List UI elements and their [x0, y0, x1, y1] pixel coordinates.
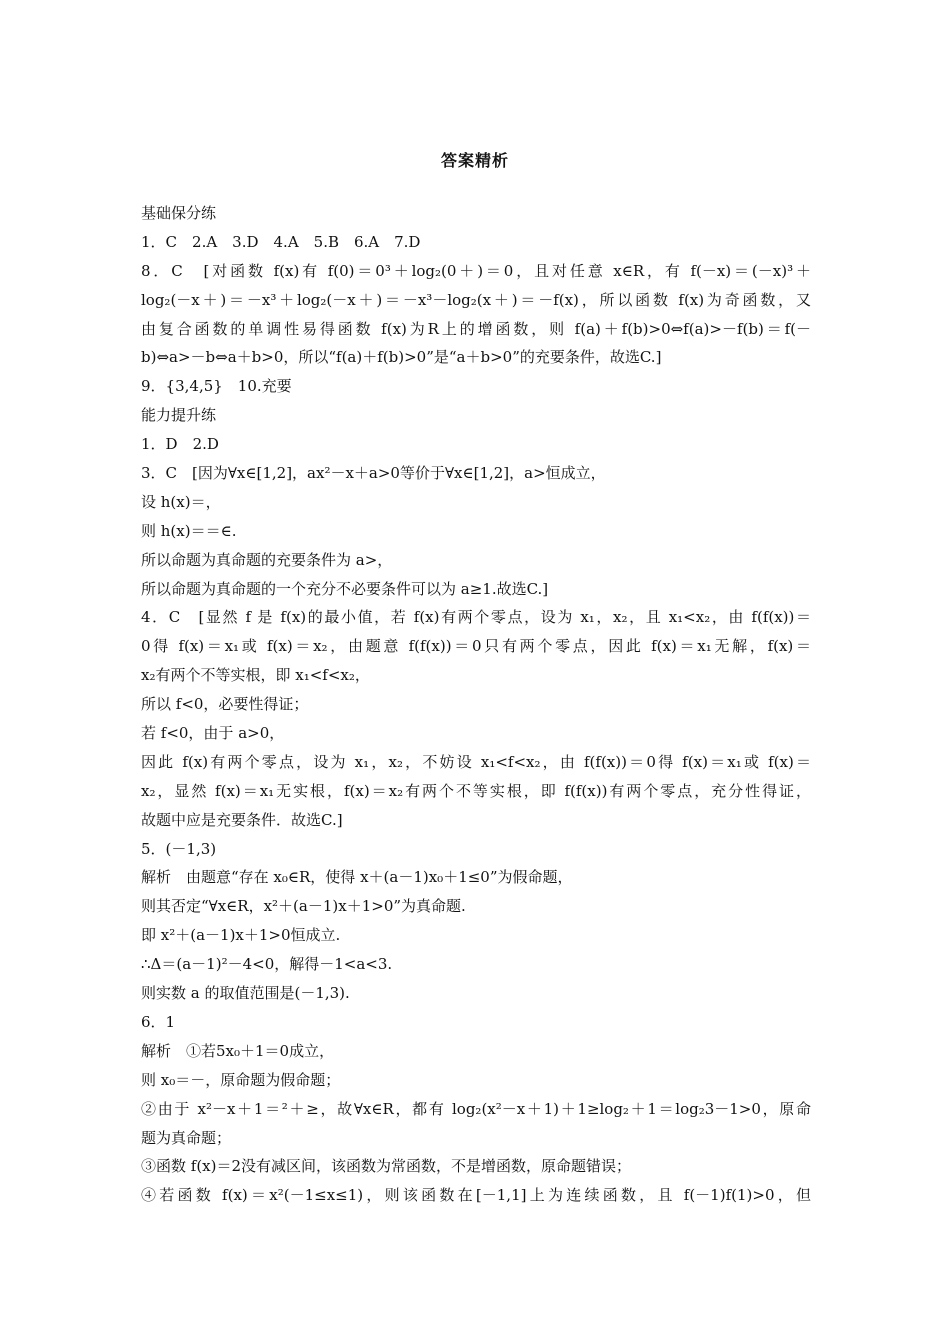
- text-line: ②由于 x²－x＋1＝²＋≥，故∀x∈R，都有 log₂(x²－x＋1)＋1≥log₂＋1＝log₂3－1>0，原命: [141, 1099, 811, 1118]
- text-line: 因此 f(x)有两个零点，设为 x₁，x₂，不妨设 x₁<f<x₂，由 f(f(x))＝0得 f(x)＝x₁或 f(x)＝: [141, 752, 811, 771]
- text-line: 基础保分练: [141, 204, 217, 222]
- text-line: 5．(－1,3): [141, 839, 217, 858]
- text-line: 所以命题为真命题的充要条件为 a>，: [141, 550, 393, 569]
- text-line: 设 h(x)＝，: [141, 492, 221, 511]
- text-line: x₂，显然 f(x)＝x₁无实根，f(x)＝x₂有两个不等实根，即 f(f(x))有两个零点，充分性得证，: [141, 781, 811, 800]
- text-line: 由复合函数的单调性易得函数 f(x)为R上的增函数，则 f(a)＋f(b)>0⇔f(a)>－f(b)＝f(－: [141, 319, 811, 338]
- text-line: 1．D 2.D: [141, 435, 219, 454]
- page-title: 答案精析: [440, 151, 509, 170]
- text-line: 所以命题为真命题的一个充分不必要条件可以为 a≥1.故选C.]: [141, 579, 549, 598]
- text-line: ∴Δ＝(a－1)²－4<0，解得－1<a<3.: [141, 955, 393, 974]
- text-line: 1．C 2.A 3.D 4.A 5.B 6.A 7.D: [141, 232, 421, 251]
- text-line: b)⇔a>－b⇔a＋b>0，所以“f(a)＋f(b)>0”是“a＋b>0”的充要条件，故选C.]: [141, 348, 662, 367]
- text-line: 则 h(x)＝＝∈.: [141, 521, 237, 540]
- text-line: 所以 f<0，必要性得证；: [141, 695, 309, 714]
- text-line: log₂(－x＋)＝－x³＋log₂(－x＋)＝－x³－log₂(x＋)＝－f(x)，所以函数 f(x)为奇函数，又: [141, 290, 811, 309]
- text-line: 9．{3,4,5} 10.充要: [141, 377, 292, 396]
- text-line: 则实数 a 的取值范围是(－1,3).: [141, 984, 350, 1003]
- text-line: 若 f<0，由于 a>0，: [141, 724, 285, 743]
- answer-body: [141, 199, 811, 1210]
- text-line: 则其否定“∀x∈R，x²＋(a－1)x＋1>0”为真命题.: [141, 897, 466, 916]
- text-line: 0得 f(x)＝x₁或 f(x)＝x₂，由题意 f(f(x))＝0只有两个零点，因此 f(x)＝x₁无解，f(x)＝: [141, 637, 811, 656]
- text-line: ④若函数 f(x)＝x²(－1≤x≤1)，则该函数在[－1,1]上为连续函数，且 f(－1)f(1)>0，但: [141, 1186, 811, 1205]
- text-line: 6．1: [141, 1012, 176, 1031]
- text-line: 故题中应是充要条件．故选C.]: [141, 810, 343, 829]
- text-line: 解析 ①若5x₀＋1＝0成立，: [141, 1041, 335, 1060]
- text-line: x₂有两个不等实根，即 x₁<f<x₂，: [141, 666, 370, 685]
- text-line: 8．C [对函数 f(x)有 f(0)＝0³＋log₂(0＋)＝0，且对任意 x∈R，有 f(－x)＝(－x)³＋: [141, 261, 811, 280]
- text-line: 题为真命题；: [141, 1128, 232, 1147]
- text-line: 解析 由题意“存在 x₀∈R，使得 x＋(a－1)x₀＋1≤0”为假命题，: [141, 868, 573, 887]
- text-line: 即 x²＋(a－1)x＋1>0恒成立.: [141, 926, 341, 945]
- text-line: 能力提升练: [141, 406, 217, 425]
- text-line: ③函数 f(x)＝2没有减区间，该函数为常函数，不是增函数，原命题错误；: [141, 1157, 632, 1176]
- text-line: 4．C [显然 f 是 f(x)的最小值，若 f(x)有两个零点，设为 x₁，x₂，且 x₁<x₂，由 f(f(x))＝: [141, 608, 811, 627]
- text-line: 则 x₀＝－，原命题为假命题；: [141, 1070, 341, 1089]
- text-line: 3．C [因为∀x∈[1,2]，ax²－x＋a>0等价于∀x∈[1,2]，a>恒成立，: [141, 464, 606, 483]
